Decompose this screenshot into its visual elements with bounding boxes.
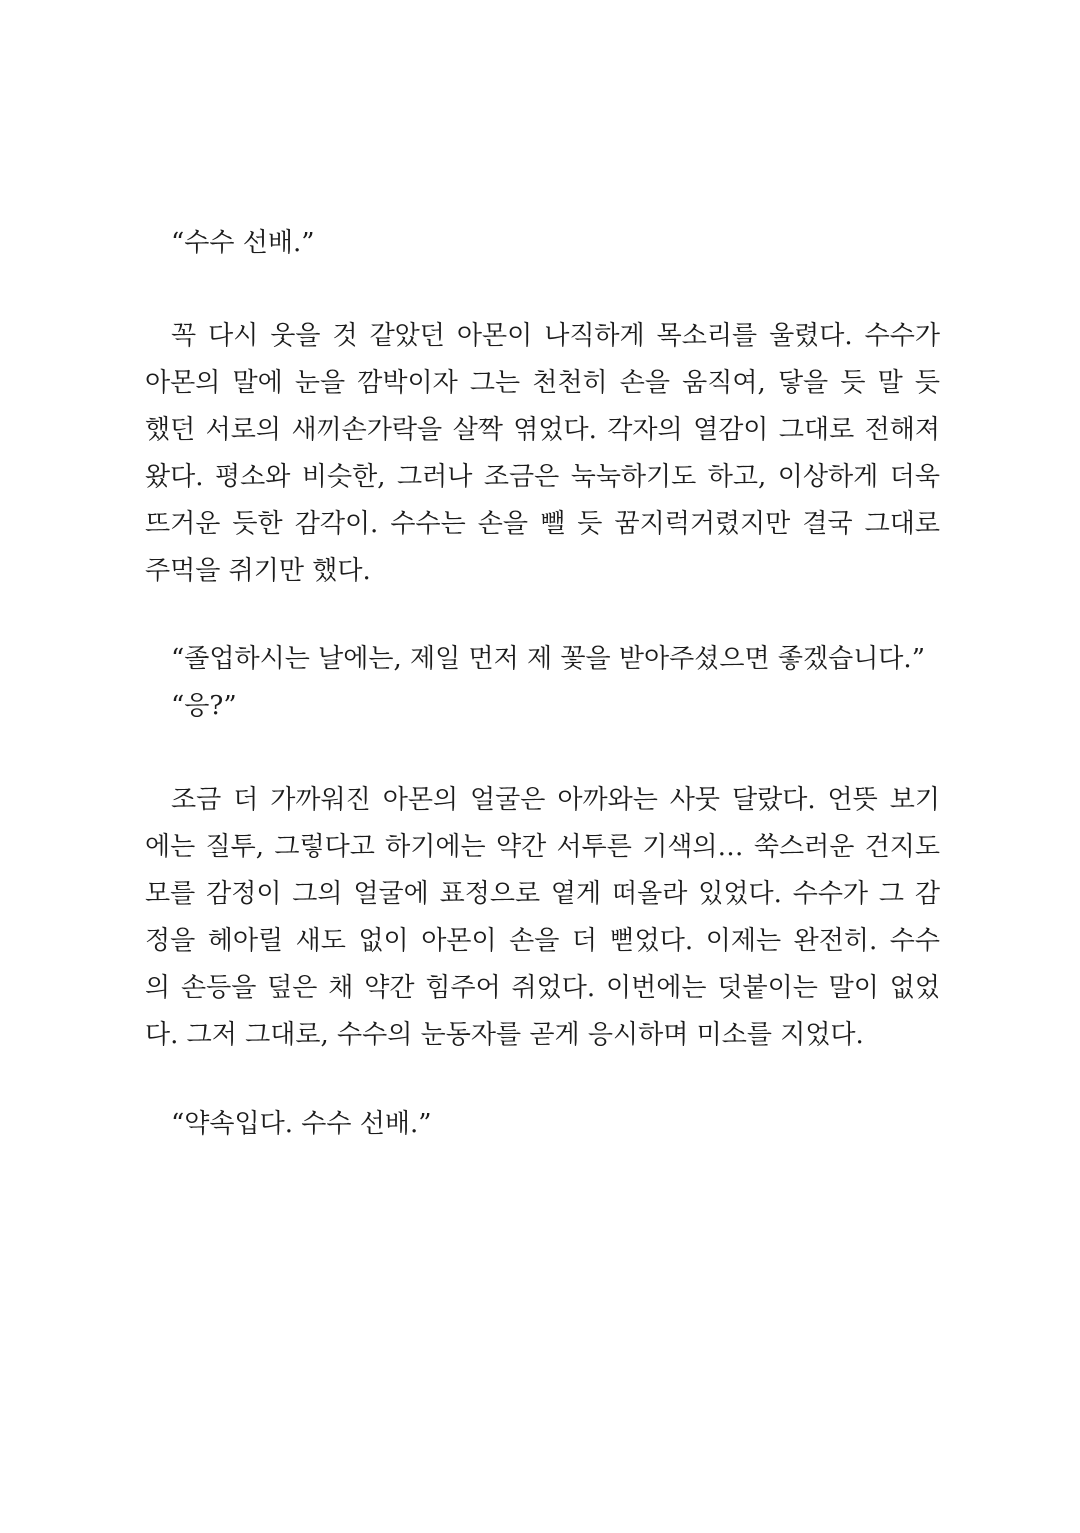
dialogue-line-2: “졸업하시는 날에는, 제일 먼저 제 꽃을 받아주셨으면 좋겠습니다.” — [171, 644, 925, 674]
dialogue-line-4: “약속입다. 수수 선배.” — [171, 1109, 432, 1139]
paragraph-1-line-3: 했던 서로의 새끼손가락을 살짝 엮었다. 각자의 열감이 그대로 전해져 — [145, 415, 940, 445]
paragraph-2-line-6: 다. 그저 그대로, 수수의 눈동자를 곧게 응시하며 미소를 지었다. — [145, 1020, 864, 1050]
dialogue-line-1: “수수 선배.” — [171, 228, 315, 258]
paragraph-2-line-1: 조금 더 가까워진 아몬의 얼굴은 아까와는 사뭇 달랐다. 언뜻 보기 — [171, 785, 940, 815]
dialogue-line-3: “응?” — [171, 691, 237, 721]
paragraph-1 — [145, 313, 940, 595]
paragraph-2-line-3: 모를 감정이 그의 얼굴에 표정으로 옅게 떠올라 있었다. 수수가 그 감 — [145, 879, 940, 909]
paragraph-1-line-1: 꼭 다시 웃을 것 같았던 아몬이 나직하게 목소리를 울렸다. 수수가 — [171, 321, 940, 351]
paragraph-2-line-2: 에는 질투, 그렇다고 하기에는 약간 서투른 기색의… 쑥스러운 건지도 — [145, 832, 940, 862]
paragraph-2-line-5: 의 손등을 덮은 채 약간 힘주어 쥐었다. 이번에는 덧붙이는 말이 없었 — [145, 973, 940, 1003]
paragraph-1-line-4: 왔다. 평소와 비슷한, 그러나 조금은 눅눅하기도 하고, 이상하게 더욱 — [145, 462, 940, 492]
paragraph-1-line-2: 아몬의 말에 눈을 깜박이자 그는 천천히 손을 움직여, 닿을 듯 말 듯 — [145, 368, 940, 398]
paragraph-2-line-4: 정을 헤아릴 새도 없이 아몬이 손을 더 뻗었다. 이제는 완전히. 수수 — [145, 926, 940, 956]
paragraph-2 — [145, 777, 940, 1059]
paragraph-1-line-6: 주먹을 쥐기만 했다. — [145, 556, 371, 586]
paragraph-1-line-5: 뜨거운 듯한 감각이. 수수는 손을 뺄 듯 꿈지럭거렸지만 결국 그대로 — [145, 509, 940, 539]
